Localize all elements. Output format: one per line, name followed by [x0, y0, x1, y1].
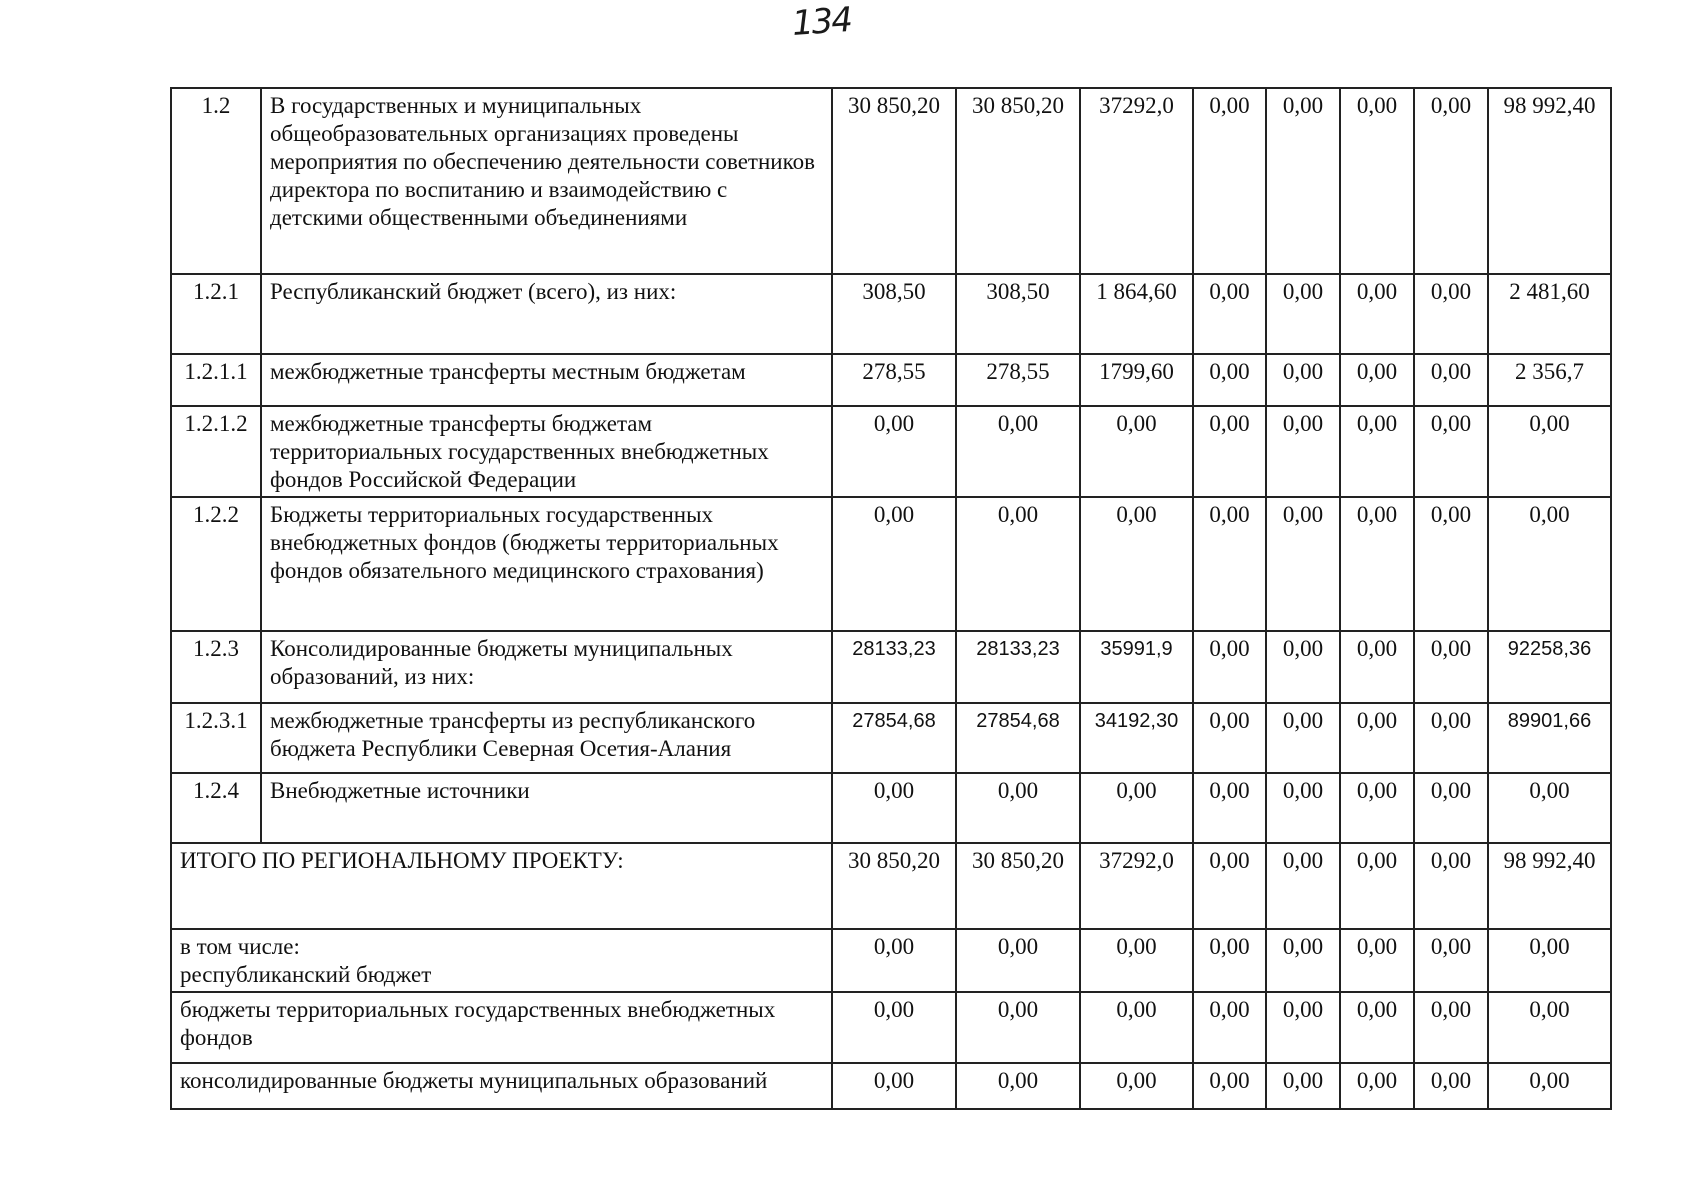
row-name: Республиканский бюджет (всего), из них: — [261, 274, 832, 354]
value-cell: 2 356,7 — [1488, 354, 1611, 406]
value-cell: 1799,60 — [1080, 354, 1193, 406]
table-row — [171, 773, 1611, 843]
total-row — [171, 992, 1611, 1063]
value-cell: 308,50 — [832, 274, 956, 354]
total-value-cell: 0,00 — [1414, 843, 1488, 929]
total-value-cell: 0,00 — [1488, 992, 1611, 1063]
value-cell: 0,00 — [1266, 631, 1340, 703]
value-cell: 0,00 — [1266, 773, 1340, 843]
total-value-cell: 0,00 — [1340, 1063, 1414, 1109]
total-value-cell: 0,00 — [956, 1063, 1080, 1109]
value-cell: 0,00 — [956, 406, 1080, 497]
table-row — [171, 631, 1611, 703]
total-value-cell: 0,00 — [1266, 1063, 1340, 1109]
total-value-cell: 0,00 — [1340, 992, 1414, 1063]
value-cell: 0,00 — [1193, 631, 1266, 703]
total-value-cell: 0,00 — [1340, 929, 1414, 992]
total-label: бюджеты территориальных государственных внебюджетных фондов — [171, 992, 832, 1063]
row-code: 1.2.3 — [171, 631, 261, 703]
value-cell: 0,00 — [1266, 497, 1340, 631]
total-value-cell: 0,00 — [956, 929, 1080, 992]
total-label: в том числе: республиканский бюджет — [171, 929, 832, 992]
value-cell: 0,00 — [1193, 497, 1266, 631]
value-cell: 0,00 — [1193, 354, 1266, 406]
total-value-cell: 0,00 — [1266, 843, 1340, 929]
value-cell: 28133,23 — [832, 631, 956, 703]
row-code: 1.2.1.1 — [171, 354, 261, 406]
row-code: 1.2 — [171, 88, 261, 274]
total-value-cell: 30 850,20 — [956, 843, 1080, 929]
total-value-cell: 0,00 — [832, 992, 956, 1063]
value-cell: 28133,23 — [956, 631, 1080, 703]
row-code: 1.2.1 — [171, 274, 261, 354]
row-name: Консолидированные бюджеты муниципальных образований, из них: — [261, 631, 832, 703]
value-cell: 1 864,60 — [1080, 274, 1193, 354]
value-cell: 0,00 — [1193, 773, 1266, 843]
row-name: межбюджетные трансферты из республиканского бюджета Республики Северная Осетия-Алания — [261, 703, 832, 773]
total-value-cell: 37292,0 — [1080, 843, 1193, 929]
value-cell: 92258,36 — [1488, 631, 1611, 703]
value-cell: 0,00 — [1340, 406, 1414, 497]
total-row — [171, 929, 1611, 992]
value-cell: 0,00 — [1266, 703, 1340, 773]
value-cell: 0,00 — [1193, 703, 1266, 773]
row-name: Бюджеты территориальных государственных внебюджетных фондов (бюджеты территориальных фондов обязательного медицинского страхования) — [261, 497, 832, 631]
total-value-cell: 0,00 — [1414, 992, 1488, 1063]
value-cell: 0,00 — [1488, 406, 1611, 497]
total-value-cell: 98 992,40 — [1488, 843, 1611, 929]
value-cell: 0,00 — [1266, 406, 1340, 497]
total-value-cell: 0,00 — [1414, 1063, 1488, 1109]
total-value-cell: 0,00 — [1193, 843, 1266, 929]
value-cell: 0,00 — [1340, 773, 1414, 843]
value-cell: 0,00 — [1340, 497, 1414, 631]
value-cell: 0,00 — [832, 406, 956, 497]
value-cell: 27854,68 — [956, 703, 1080, 773]
total-value-cell: 0,00 — [1414, 929, 1488, 992]
value-cell: 0,00 — [956, 773, 1080, 843]
table-row — [171, 274, 1611, 354]
row-name: межбюджетные трансферты бюджетам территориальных государственных внебюджетных фондов Российской Федерации — [261, 406, 832, 497]
row-code: 1.2.4 — [171, 773, 261, 843]
total-value-cell: 0,00 — [1193, 992, 1266, 1063]
table-row — [171, 354, 1611, 406]
value-cell: 30 850,20 — [832, 88, 956, 274]
page-number: 134 — [790, 0, 853, 45]
total-label: консолидированные бюджеты муниципальных образований — [171, 1063, 832, 1109]
value-cell: 98 992,40 — [1488, 88, 1611, 274]
row-name: Внебюджетные источники — [261, 773, 832, 843]
value-cell: 0,00 — [1340, 274, 1414, 354]
value-cell: 0,00 — [1080, 406, 1193, 497]
value-cell: 0,00 — [832, 497, 956, 631]
value-cell: 0,00 — [1266, 88, 1340, 274]
value-cell: 0,00 — [832, 773, 956, 843]
table-row — [171, 497, 1611, 631]
value-cell: 0,00 — [1266, 354, 1340, 406]
value-cell: 0,00 — [1414, 497, 1488, 631]
value-cell: 308,50 — [956, 274, 1080, 354]
value-cell: 0,00 — [1414, 703, 1488, 773]
row-name: В государственных и муниципальных общеобразовательных организациях проведены мероприятия по обеспечению деятельности советников директора по воспитанию и взаимодействию с детскими общественными объединениями — [261, 88, 832, 274]
value-cell: 0,00 — [1414, 631, 1488, 703]
value-cell: 0,00 — [1193, 88, 1266, 274]
budget-table — [170, 87, 1612, 1110]
total-label: ИТОГО ПО РЕГИОНАЛЬНОМУ ПРОЕКТУ: — [171, 843, 832, 929]
total-value-cell: 0,00 — [1266, 929, 1340, 992]
total-value-cell: 0,00 — [1340, 843, 1414, 929]
total-value-cell: 0,00 — [1488, 1063, 1611, 1109]
table-row — [171, 703, 1611, 773]
value-cell: 0,00 — [956, 497, 1080, 631]
value-cell: 0,00 — [1080, 773, 1193, 843]
value-cell: 0,00 — [1193, 406, 1266, 497]
value-cell: 35991,9 — [1080, 631, 1193, 703]
row-name: межбюджетные трансферты местным бюджетам — [261, 354, 832, 406]
value-cell: 0,00 — [1414, 773, 1488, 843]
total-value-cell: 0,00 — [1080, 929, 1193, 992]
total-value-cell: 0,00 — [1080, 1063, 1193, 1109]
total-row — [171, 843, 1611, 929]
row-code: 1.2.3.1 — [171, 703, 261, 773]
total-value-cell: 0,00 — [956, 992, 1080, 1063]
value-cell: 0,00 — [1193, 274, 1266, 354]
value-cell: 89901,66 — [1488, 703, 1611, 773]
value-cell: 0,00 — [1340, 631, 1414, 703]
total-value-cell: 0,00 — [1266, 992, 1340, 1063]
total-row — [171, 1063, 1611, 1109]
value-cell: 0,00 — [1414, 354, 1488, 406]
value-cell: 0,00 — [1414, 406, 1488, 497]
total-value-cell: 0,00 — [1193, 1063, 1266, 1109]
total-value-cell: 0,00 — [1080, 992, 1193, 1063]
table-row — [171, 406, 1611, 497]
value-cell: 0,00 — [1414, 88, 1488, 274]
value-cell: 0,00 — [1266, 274, 1340, 354]
value-cell: 278,55 — [832, 354, 956, 406]
value-cell: 2 481,60 — [1488, 274, 1611, 354]
value-cell: 34192,30 — [1080, 703, 1193, 773]
total-value-cell: 0,00 — [832, 929, 956, 992]
value-cell: 27854,68 — [832, 703, 956, 773]
total-value-cell: 0,00 — [1488, 929, 1611, 992]
total-value-cell: 0,00 — [1193, 929, 1266, 992]
row-code: 1.2.2 — [171, 497, 261, 631]
value-cell: 0,00 — [1340, 703, 1414, 773]
value-cell: 37292,0 — [1080, 88, 1193, 274]
value-cell: 0,00 — [1488, 773, 1611, 843]
value-cell: 0,00 — [1488, 497, 1611, 631]
value-cell: 30 850,20 — [956, 88, 1080, 274]
value-cell: 0,00 — [1340, 88, 1414, 274]
value-cell: 0,00 — [1414, 274, 1488, 354]
total-value-cell: 0,00 — [832, 1063, 956, 1109]
value-cell: 0,00 — [1340, 354, 1414, 406]
value-cell: 0,00 — [1080, 497, 1193, 631]
total-value-cell: 30 850,20 — [832, 843, 956, 929]
row-code: 1.2.1.2 — [171, 406, 261, 497]
value-cell: 278,55 — [956, 354, 1080, 406]
table-row — [171, 88, 1611, 274]
